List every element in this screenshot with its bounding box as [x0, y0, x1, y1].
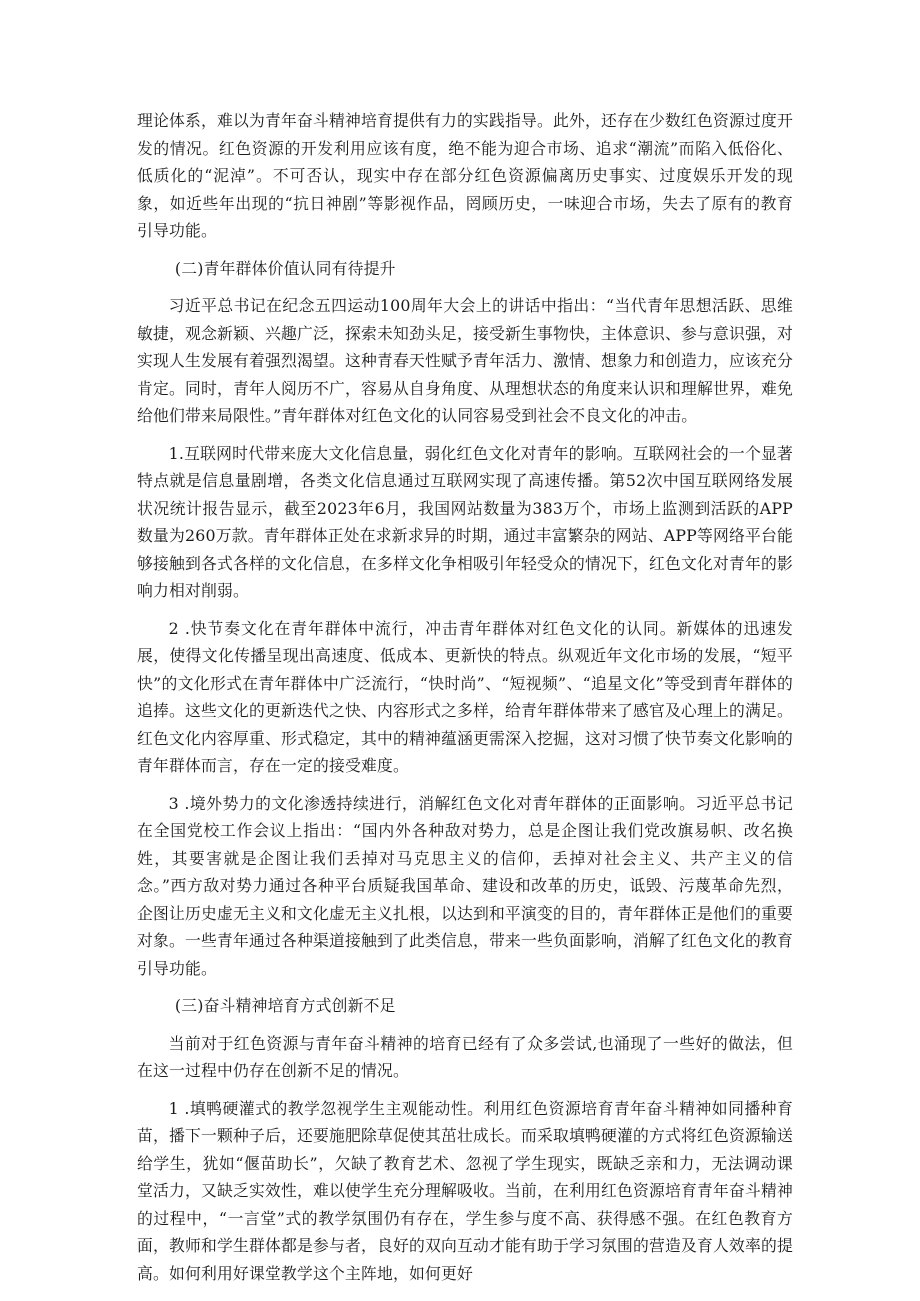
document-page: [137, 107, 793, 1297]
section-heading-2: (二)青年群体价值认同有待提升: [174, 258, 396, 278]
paragraph-point-3-foreign-forces: 3 .境外势力的文化渗透持续进行，消解红色文化对青年群体的正面影响。习近平总书记在全国党校工作会议上指出：“国内外各种敌对势力，总是企图让我们党改旗易帜、改名换姓，其要害就是企图让我们丢掉对马克思主义的信仰，丢掉对社会主义、共产主义的信念。”西方敌对势力通过各种平台质疑我国革命、建设和改革的历史，诋毁、污蔑革命先烈，企图让历史虚无主义和文化虚无主义扎根，以达到和平演变的目的，青年群体正是他们的重要对象。一些青年通过各种渠道接触到了此类信息，带来一些负面影响，消解了红色文化的教育引导功能。: [137, 793, 793, 978]
paragraph-quote-youth: 习近平总书记在纪念五四运动100周年大会上的讲话中指出：“当代青年思想活跃、思维敏捷，观念新颖、兴趣广泛，探索未知劲头足，接受新生事物快，主体意识、参与意识强，对实现人生发展有着强烈渴望。这种青春天性赋予青年活力、激情、想象力和创造力，应该充分肯定。同时，青年人阅历不广，容易从自身角度、从理想状态的角度来认识和理解世界，难免给他们带来局限性。”青年群体对红色文化的认同容易受到社会不良文化的冲击。: [137, 296, 793, 425]
paragraph-point-1-internet: 1.互联网时代带来庞大文化信息量，弱化红色文化对青年的影响。互联网社会的一个显著特点就是信息量剧增，各类文化信息通过互联网实现了高速传播。第52次中国互联网络发展状况统计报告显示，截至2023年6月，我国网站数量为383万个，市场上监测到活跃的APP数量为260万款。青年群体正处在求新求异的时期，通过丰富繁杂的网站、APP等网络平台能够接触到各式各样的文化信息，在多样文化争相吸引年轻受众的情况下，红色文化对青年的影响力相对削弱。: [137, 443, 793, 600]
paragraph-point-1-teaching: 1 .填鸭硬灌式的教学忽视学生主观能动性。利用红色资源培育青年奋斗精神如同播种育苗，播下一颗种子后，还要施肥除草促使其茁壮成长。而采取填鸭硬灌的方式将红色资源输送给学生，犹如“偃苗助长”，欠缺了教育艺术、忽视了学生现实，既缺乏亲和力，无法调动课堂活力，又缺乏实效性，难以使学生充分理解吸收。当前，在利用红色资源培育青年奋斗精神的过程中，“一言堂”式的教学氛围仍有存在，学生参与度不高、获得感不强。在红色教育方面，教师和学生群体都是参与者，良好的双向互动才能有助于学习氛围的营造及育人效率的提高。如何利用好课堂教学这个主阵地，如何更好: [137, 1098, 793, 1283]
section-heading-3: (三)奋斗精神培育方式创新不足: [174, 996, 396, 1015]
paragraph-intro-innovation: 当前对于红色资源与青年奋斗精神的培育已经有了众多尝试,也涌现了一些好的做法，但在这一过程中仍存在创新不足的情况。: [137, 1033, 793, 1080]
paragraph-point-2-fast-culture: 2 .快节奏文化在青年群体中流行，冲击青年群体对红色文化的认同。新媒体的迅速发展，使得文化传播呈现出高速度、低成本、更新快的特点。纵观近年文化市场的发展，“短平快”的文化形式在青年群体中广泛流行，“快时尚”、“短视频”、“追星文化”等受到青年群体的追捧。这些文化的更新迭代之快、内容形式之多样，给青年群体带来了感官及心理上的满足。红色文化内容厚重、形式稳定，其中的精神蕴涵更需深入挖掘，这对习惯了快节奏文化影响的青年群体而言，存在一定的接受难度。: [137, 618, 793, 775]
paragraph-continued: 理论体系，难以为青年奋斗精神培育提供有力的实践指导。此外，还存在少数红色资源过度开发的情况。红色资源的开发利用应该有度，绝不能为迎合市场、追求“潮流”而陷入低俗化、低质化的“泥淖”。不可否认，现实中存在部分红色资源偏离历史事实、过度娱乐开发的现象，如近些年出现的“抗日神剧”等影视作品，罔顾历史，一味迎合市场，失去了原有的教育引导功能。: [137, 111, 793, 240]
